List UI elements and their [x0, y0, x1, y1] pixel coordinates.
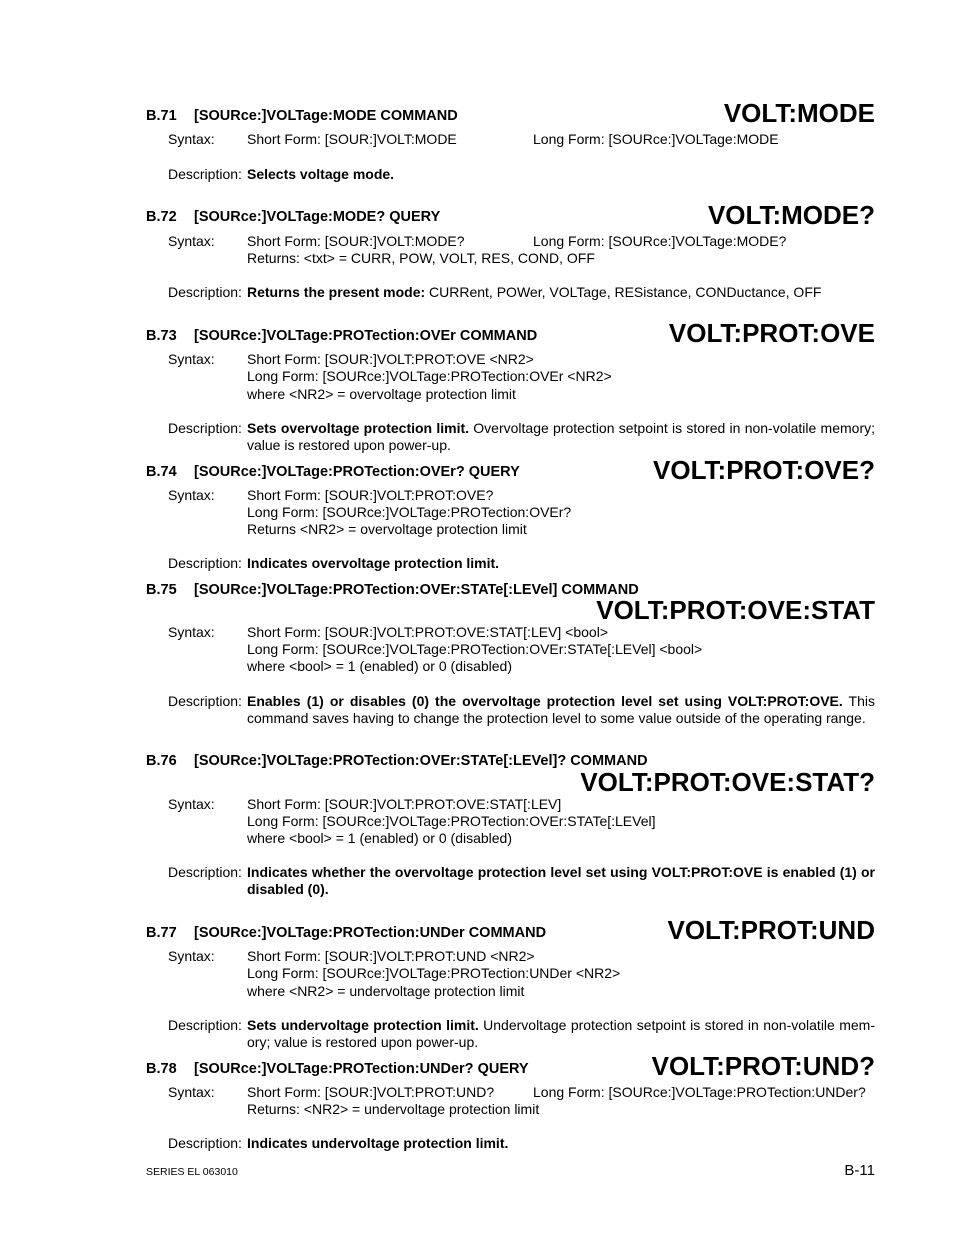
section-title: [SOURce:]VOLTage:PROTection:UNDer COMMAND [194, 925, 547, 941]
page-number: B-11 [844, 1162, 875, 1179]
short-form: Short Form: [SOUR:]VOLT:PROT:OVE:STAT[:LEV] [247, 796, 562, 812]
section-title: [SOURce:]VOLTage:PROTection:OVEr:STATe[:LEVel]? COMMAND [194, 753, 648, 769]
description-text [247, 555, 499, 571]
command-mnemonic: VOLT:PROT:OVE [668, 318, 875, 348]
section-title: [SOURce:]VOLTage:PROTection:OVEr:STATe[:LEVel] COMMAND [194, 582, 639, 598]
short-form: Short Form: [SOUR:]VOLT:PROT:UND? [247, 1084, 495, 1100]
long-form: Long Form: [SOURce:]VOLTage:PROTection:OVEr? [247, 504, 572, 520]
section-title: [SOURce:]VOLTage:PROTection:OVEr? QUERY [194, 464, 520, 480]
section-title: [SOURce:]VOLTage:MODE COMMAND [194, 108, 458, 124]
syntax-label: Syntax: [168, 624, 215, 640]
where-line: where <NR2> = undervoltage protection limit [247, 983, 525, 999]
description-bold: Indicates overvoltage protection limit. [247, 555, 500, 571]
footer-series: SERIES EL 063010 [146, 1166, 238, 1178]
section-title: [SOURce:]VOLTage:MODE? QUERY [194, 209, 441, 225]
description-label: Description: [168, 420, 242, 436]
command-mnemonic: VOLT:PROT:UND [667, 915, 875, 945]
long-form: Long Form: [SOURce:]VOLTage:PROTection:UNDer <NR2> [247, 965, 621, 981]
command-mnemonic: VOLT:PROT:OVE:STAT [596, 595, 875, 625]
syntax-label: Syntax: [168, 131, 215, 147]
description-text [247, 693, 875, 727]
syntax-label: Syntax: [168, 1084, 215, 1100]
where-line: where <NR2> = overvoltage protection limit [247, 386, 516, 402]
returns-line: Returns <NR2> = overvoltage protection limit [247, 521, 527, 537]
where-line: where <bool> = 1 (enabled) or 0 (disabled) [247, 658, 513, 674]
description-bold: Returns the present mode: [247, 284, 426, 300]
description-label: Description: [168, 864, 242, 880]
command-mnemonic: VOLT:MODE? [707, 200, 875, 230]
section-number: B.78 [146, 1061, 177, 1077]
long-form: Long Form: [SOURce:]VOLTage:PROTection:UNDer? [533, 1084, 866, 1100]
short-form: Short Form: [SOUR:]VOLT:PROT:OVE:STAT[:LEV] <bool> [247, 624, 608, 640]
returns-line: Returns: <NR2> = undervoltage protection limit [247, 1101, 540, 1117]
command-mnemonic: VOLT:PROT:OVE:STAT? [580, 767, 875, 797]
description-rest: Undervoltage protection setpoint is stored in non-volatile mem-ory; value is restored upon power-up. [247, 1017, 875, 1050]
description-text [247, 864, 875, 898]
description-label: Description: [168, 1135, 242, 1151]
description-text [247, 420, 875, 454]
syntax-label: Syntax: [168, 948, 215, 964]
syntax-label: Syntax: [168, 233, 215, 249]
section-number: B.77 [146, 925, 177, 941]
short-form: Short Form: [SOUR:]VOLT:PROT:OVE <NR2> [247, 351, 534, 367]
command-mnemonic: VOLT:PROT:OVE? [653, 455, 875, 485]
description-text [247, 284, 821, 300]
short-form: Short Form: [SOUR:]VOLT:MODE [247, 131, 457, 147]
description-text [247, 1017, 875, 1051]
command-mnemonic: VOLT:MODE [723, 98, 875, 128]
section-title: [SOURce:]VOLTage:PROTection:UNDer? QUERY [194, 1061, 529, 1077]
description-label: Description: [168, 693, 242, 709]
short-form: Short Form: [SOUR:]VOLT:PROT:OVE? [247, 487, 494, 503]
description-bold: Sets overvoltage protection limit. [247, 420, 470, 436]
description-rest: Overvoltage protection setpoint is stored in non-volatile memory; value is restored upon power-up. [247, 420, 875, 453]
long-form: Long Form: [SOURce:]VOLTage:PROTection:OVEr:STATe[:LEVel] [247, 813, 656, 829]
where-line: where <bool> = 1 (enabled) or 0 (disabled) [247, 830, 513, 846]
short-form: Short Form: [SOUR:]VOLT:MODE? [247, 233, 465, 249]
section-number: B.75 [146, 582, 177, 598]
description-rest: This command saves having to change the protection level to some value outside of the operating range. [247, 693, 875, 726]
long-form: Long Form: [SOURce:]VOLTage:MODE? [533, 233, 787, 249]
section-number: B.76 [146, 753, 177, 769]
syntax-label: Syntax: [168, 351, 215, 367]
command-mnemonic: VOLT:PROT:UND? [651, 1051, 875, 1081]
description-label: Description: [168, 1017, 242, 1033]
section-number: B.72 [146, 209, 177, 225]
description-bold: Sets undervoltage protection limit. [247, 1017, 479, 1033]
long-form: Long Form: [SOURce:]VOLTage:PROTection:OVEr:STATe[:LEVel] <bool> [247, 641, 703, 657]
section-number: B.74 [146, 464, 177, 480]
description-label: Description: [168, 166, 242, 182]
section-number: B.71 [146, 108, 177, 124]
description-rest: CURRent, POWer, VOLTage, RESistance, CONDuctance, OFF [425, 284, 822, 300]
syntax-label: Syntax: [168, 487, 215, 503]
short-form: Short Form: [SOUR:]VOLT:PROT:UND <NR2> [247, 948, 535, 964]
description-label: Description: [168, 284, 242, 300]
description-bold: Indicates whether the overvoltage protection level set using VOLT:PROT:OVE is enabled (1) or disabled (0). [247, 864, 875, 897]
description-label: Description: [168, 555, 242, 571]
section-number: B.73 [146, 328, 177, 344]
section-title: [SOURce:]VOLTage:PROTection:OVEr COMMAND [194, 328, 538, 344]
description-bold: Indicates undervoltage protection limit. [247, 1135, 509, 1151]
long-form: Long Form: [SOURce:]VOLTage:MODE [533, 131, 779, 147]
long-form: Long Form: [SOURce:]VOLTage:PROTection:OVEr <NR2> [247, 368, 612, 384]
description-text [247, 1135, 508, 1151]
description-text [247, 166, 394, 182]
returns-line: Returns: <txt> = CURR, POW, VOLT, RES, COND, OFF [247, 250, 595, 266]
description-bold: Enables (1) or disables (0) the overvoltage protection level set using VOLT:PROT:OVE. [247, 693, 843, 709]
syntax-label: Syntax: [168, 796, 215, 812]
description-bold: Selects voltage mode. [247, 166, 395, 182]
